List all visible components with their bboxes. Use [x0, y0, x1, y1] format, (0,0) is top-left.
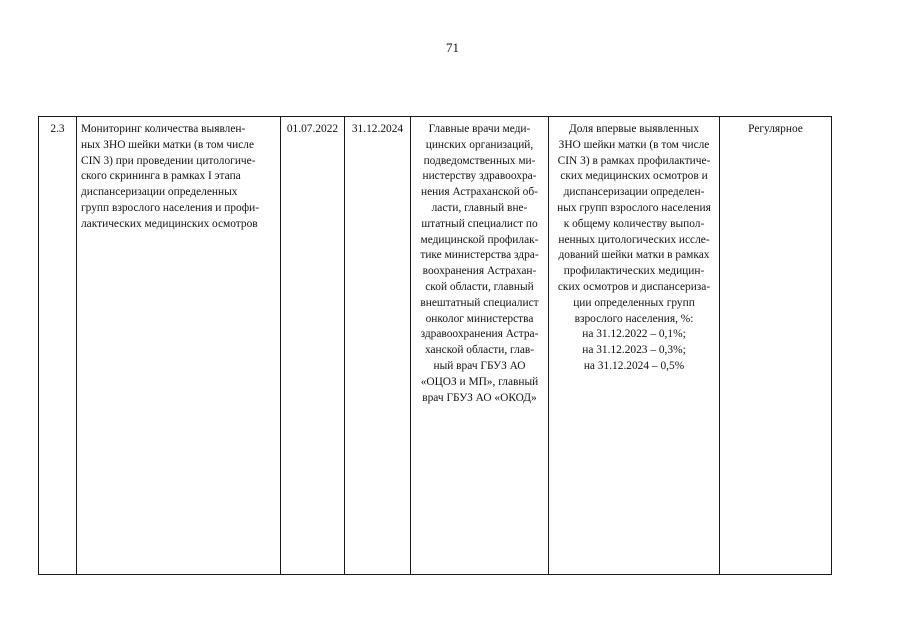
executors-line: тике министерства здра-	[420, 249, 539, 262]
target-indicator	[549, 117, 720, 575]
description-line: лактических медицинских осмотров	[81, 217, 258, 230]
description-line: групп взрослого населения и профи-	[81, 201, 259, 214]
responsible-executors	[411, 117, 549, 575]
page-number: 71	[446, 40, 459, 55]
description-line: ных ЗНО шейки матки (в том числе	[81, 138, 255, 151]
row-number: 2.3	[39, 117, 77, 575]
indicator-line: на 31.12.2022 – 0,1%;	[582, 328, 686, 341]
indicator-line: диспансеризации определен-	[563, 186, 705, 199]
indicator-line: ных групп взрослого населения	[557, 201, 711, 214]
executors-line: ханской области, глав-	[424, 344, 535, 357]
indicator-line: ских осмотров и диспансериза-	[557, 280, 711, 293]
executors-line: ный врач ГБУЗ АО	[433, 359, 526, 372]
indicator-line: Доля впервые выявленных	[568, 123, 700, 135]
description-line: Мониторинг количества выявлен-	[81, 123, 246, 135]
end-date: 31.12.2024	[345, 117, 411, 575]
indicator-line: профилактических медицин-	[563, 265, 705, 278]
indicator-line: взрослого населения, %:	[574, 312, 694, 325]
executors-line: онколог министерства	[425, 312, 534, 325]
executors-line: нения Астраханской об-	[421, 186, 538, 199]
start-date: 01.07.2022	[281, 117, 345, 575]
executors-line: ской области, главный	[425, 280, 534, 293]
description-line: ского скрининга в рамках I этапа	[81, 170, 241, 183]
executors-line: цинских организаций,	[425, 138, 534, 151]
indicator-line: ции определенных групп	[573, 296, 695, 309]
description-line: CIN 3) при проведении цитологиче-	[81, 154, 256, 167]
indicator-line: к общему количеству выпол-	[563, 217, 705, 230]
indicator-line: CIN 3) в рамках профилактиче-	[557, 154, 711, 167]
executors-line: внештатный специалист	[420, 296, 539, 309]
indicator-line: ЗНО шейки матки (в том числе	[558, 138, 710, 151]
executors-line: медицинской профилак-	[420, 233, 539, 246]
executors-line: штатный специалист по	[421, 217, 538, 230]
activity-description	[77, 117, 281, 575]
indicator-line: на 31.12.2023 – 0,3%;	[582, 344, 686, 357]
indicator-line: ненных цитологических иссле-	[558, 233, 710, 246]
executors-line: Главные врачи меди-	[428, 123, 531, 135]
executors-line: здравоохранения Астра-	[420, 328, 539, 341]
executors-line: врач ГБУЗ АО «ОКОД»	[422, 391, 537, 404]
executors-line: «ОЦОЗ и МП», главный	[420, 375, 539, 388]
executors-line: ласти, главный вне-	[431, 201, 528, 214]
indicator-line: на 31.12.2024 – 0,5%	[583, 359, 685, 372]
indicator-line: ских медицинских осмотров и	[560, 170, 708, 183]
description-line: диспансеризации определенных	[81, 186, 238, 199]
executors-line: подведомственных ми-	[423, 154, 536, 167]
table-row	[39, 117, 832, 575]
executors-line: нистерству здравоохра-	[422, 170, 537, 183]
indicator-line: дований шейки матки в рамках	[558, 249, 710, 262]
periodicity: Регулярное	[720, 117, 832, 575]
plan-table	[38, 116, 832, 575]
executors-line: воохранения Астрахан-	[422, 265, 537, 278]
